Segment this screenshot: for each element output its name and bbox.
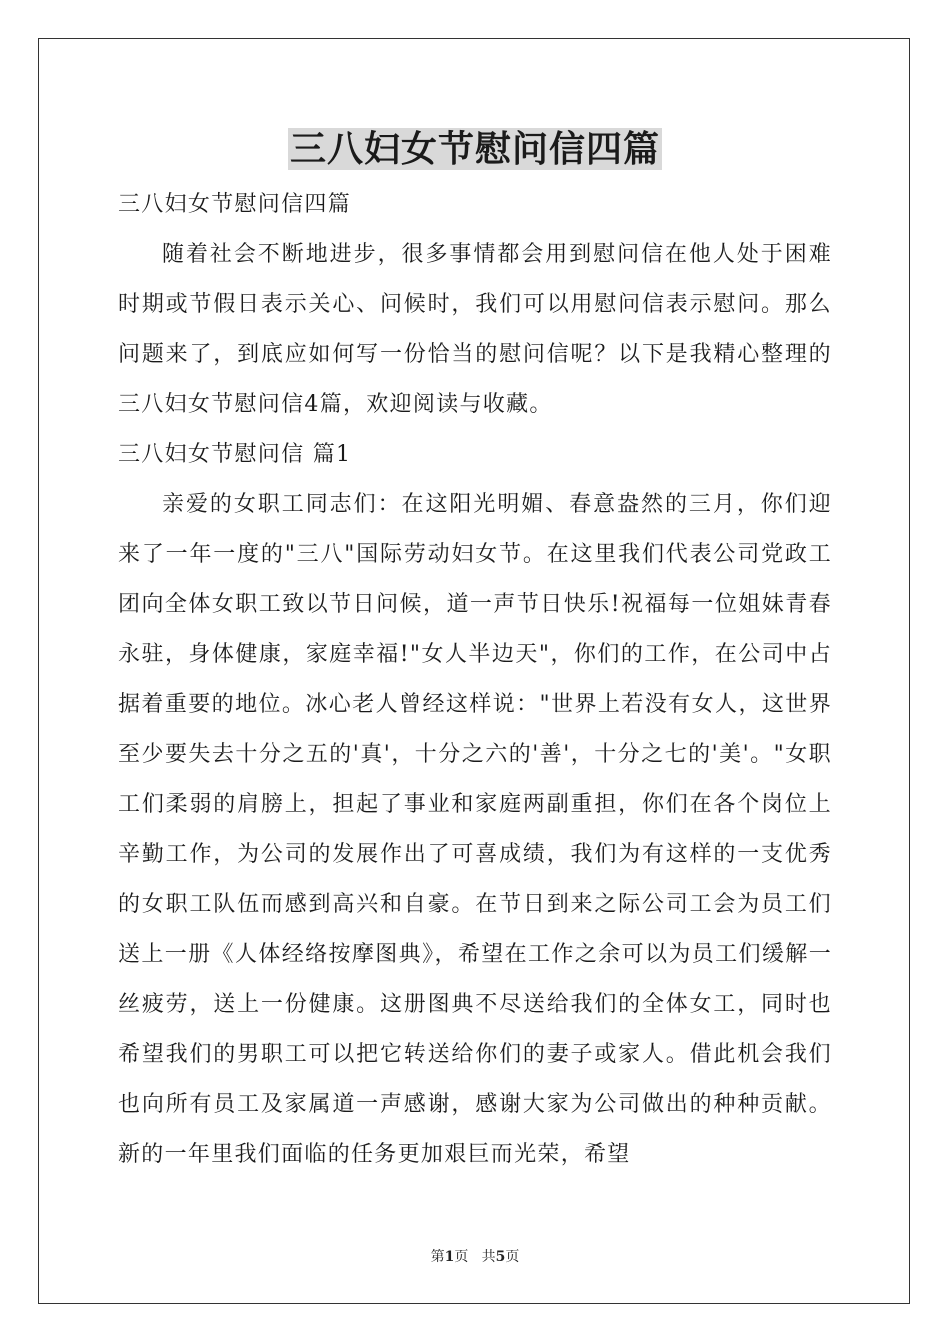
footer-page-label: 页: [454, 1249, 469, 1265]
document-title-text: 三八妇女节慰问信四篇: [289, 128, 660, 170]
footer-current-page: 1: [444, 1249, 455, 1265]
letter-paragraph: 亲爱的女职工同志们：在这阳光明媚、春意盎然的三月，你们迎来了一年一度的"三八"国际劳动妇女节。在这里我们代表公司党政工团向全体女职工致以节日问候，道一声节日快乐!祝福每一位姐妹青春永驻，身体健康，家庭幸福!"女人半边天"，你们的工作，在公司中占据着重要的地位。冰心老人曾经这样说："世界上若没有女人，这世界至少要失去十分之五的'真'，十分之六的'善'，十分之七的'美'。"女职工们柔弱的肩膀上，担起了事业和家庭两副重担，你们在各个岗位上辛勤工作，为公司的发展作出了可喜成绩，我们为有这样的一支优秀的女职工队伍而感到高兴和自豪。在节日到来之际公司工会为员工们送上一册《人体经络按摩图典》，希望在工作之余可以为员工们缓解一丝疲劳，送上一份健康。这册图典不尽送给我们的全体女工，同时也希望我们的男职工可以把它转送给你们的妻子或家人。借此机会我们也向所有员工及家属道一声感谢，感谢大家为公司做出的种种贡献。新的一年里我们面临的任务更加艰巨而光荣，希望: [118, 492, 832, 1167]
intro-paragraph: 随着社会不断地进步，很多事情都会用到慰问信在他人处于困难时期或节假日表示关心、问候时，我们可以用慰问信表示慰问。那么问题来了，到底应如何写一份恰当的慰问信呢？以下是我精心整理的三八妇女节慰问信4篇，欢迎阅读与收藏。: [118, 242, 832, 417]
footer-total-suffix: 页: [505, 1249, 520, 1265]
subtitle-line: 三八妇女节慰问信四篇: [118, 192, 352, 217]
document-title: [0, 126, 950, 172]
page-footer: [0, 1246, 950, 1266]
document-body: [118, 180, 832, 1180]
footer-total-pages: 5: [495, 1249, 506, 1265]
footer-total-prefix: 共: [481, 1249, 496, 1265]
footer-prefix: 第: [430, 1249, 445, 1265]
section-heading: 三八妇女节慰问信 篇1: [118, 442, 352, 467]
